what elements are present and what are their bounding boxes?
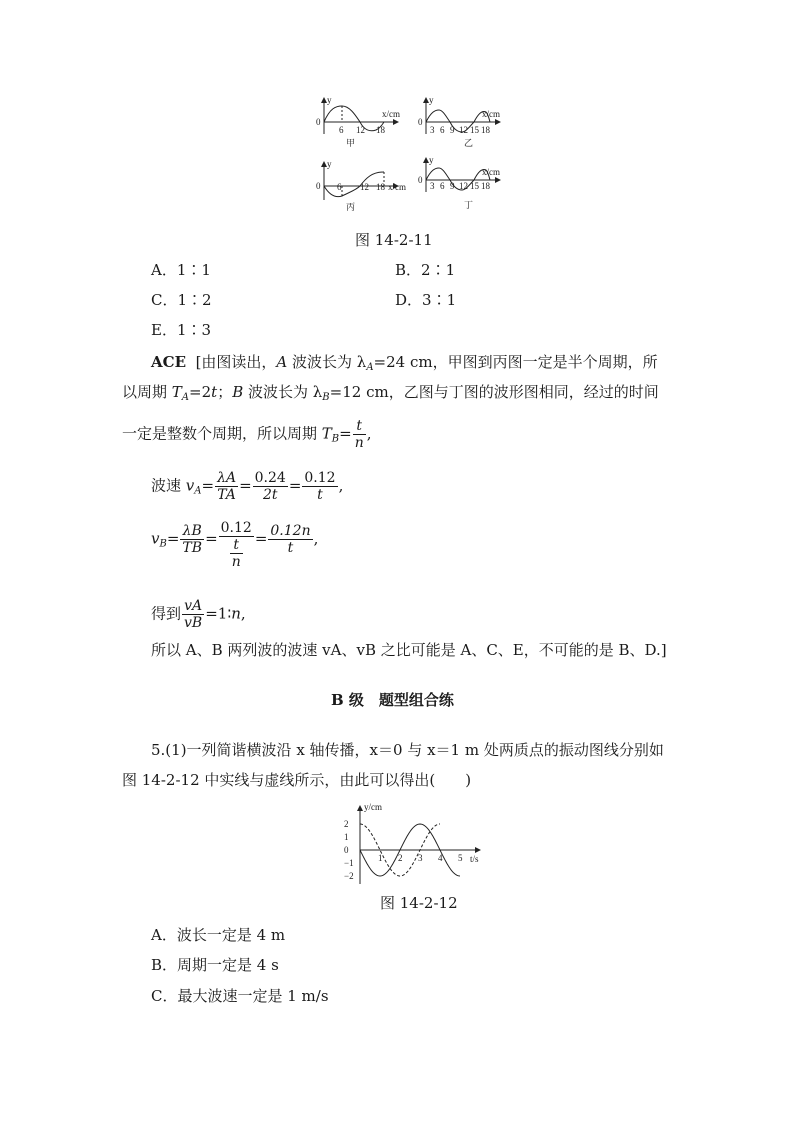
tick-label: 3 (430, 125, 435, 135)
figure-14-2-12 (336, 800, 486, 886)
panel-yi (418, 95, 500, 148)
fraction: $\frac{0.12n}{t}$ (270, 523, 311, 556)
x-tick-label: 3 (418, 853, 423, 863)
section-title: B 级 题型组合练 (331, 691, 454, 709)
text: , (240, 604, 246, 623)
tick-label: 6 (440, 181, 445, 191)
y-tick-label: 0 (344, 845, 349, 855)
tick-label: 6 (337, 182, 342, 192)
text: 波波长为 λ (287, 353, 367, 371)
panel-name: 丁 (464, 200, 474, 210)
axis-y-label: y (429, 155, 434, 165)
panel-ding (418, 155, 500, 210)
option-a: A．波长一定是 4 m (151, 926, 286, 944)
equation-vb (151, 520, 318, 570)
axis-x-label: x/cm (388, 182, 406, 192)
panel-name: 乙 (464, 138, 474, 148)
panel-name: 甲 (346, 138, 356, 148)
text: v (151, 529, 160, 548)
text: 波速 (151, 476, 186, 495)
text: =24 cm，甲图到丙图一定是半个周期，所 (373, 353, 658, 371)
origin-label: 0 (418, 117, 423, 127)
answer-line-3 (122, 418, 372, 451)
nested-fraction: $\frac{t}{n}$ (231, 537, 241, 570)
text: = (166, 529, 180, 548)
tick-label: 18 (481, 181, 490, 191)
text: , (366, 424, 372, 443)
option-c: C．最大波速一定是 1 m/s (151, 987, 329, 1005)
text: =1∶ (205, 604, 232, 623)
answer-key: ACE (151, 353, 187, 371)
tick-label: 15 (470, 125, 479, 135)
figure-caption: 图 14-2-11 (355, 231, 433, 249)
text: T (321, 424, 332, 443)
equation-va (151, 470, 343, 503)
y-tick-label: −1 (344, 858, 354, 868)
tick-label: 3 (430, 181, 435, 191)
text: = (254, 529, 268, 548)
subscript: A (181, 392, 190, 403)
text: ； (217, 383, 233, 401)
question-5-line-1: 5.(1)一列简谐横波沿 x 轴传播，x＝0 与 x＝1 m 处两质点的振动图线分别如 (151, 741, 664, 759)
text: = (339, 424, 352, 443)
text: 以周期 (122, 383, 172, 401)
panel-bing (316, 159, 406, 212)
axis-x-label: x/cm (482, 167, 500, 177)
fraction: $\frac{vA}{vB}$ (184, 598, 203, 631)
panel-name: 丙 (346, 202, 356, 212)
text: 得到 (151, 604, 182, 623)
fraction: $\frac{0.12}{t}$ (304, 470, 336, 503)
tick-label: 18 (376, 182, 385, 192)
answer-line-1 (151, 352, 658, 378)
option-d: D．3∶1 (395, 291, 457, 309)
text: t (211, 383, 218, 401)
axis-y-label: y (429, 95, 434, 105)
subscript: B (159, 538, 167, 550)
tick-label: 12 (356, 125, 365, 135)
option-a: A．1∶1 (151, 261, 211, 279)
text: , (313, 529, 319, 548)
subscript: A (194, 485, 202, 497)
text: = (201, 476, 215, 495)
option-c: C．1∶2 (151, 291, 212, 309)
question-5-line-2: 图 14-2-12 中实线与虚线所示，由此可以得出( ) (122, 771, 472, 789)
fraction: $\frac{\lambda B}{TB}$ (182, 523, 203, 556)
fraction: $\frac{0.12}{\frac{t}{n}}$ (220, 520, 252, 570)
answer-line-2 (122, 382, 659, 408)
tick-label: 6 (339, 125, 344, 135)
x-tick-label: 5 (458, 853, 463, 863)
text: = (205, 529, 218, 548)
figure-14-2-11 (300, 92, 520, 217)
equation-ratio (151, 598, 246, 631)
text: =2 (189, 383, 212, 401)
text: v (185, 476, 195, 495)
axis-x-label: x/cm (382, 109, 400, 119)
option-b: B．2∶1 (395, 261, 456, 279)
tick-label: 15 (470, 181, 479, 191)
figure-caption: 图 14-2-12 (380, 894, 458, 912)
text: 一定是整数个周期，所以周期 (122, 424, 322, 443)
y-tick-label: −2 (344, 871, 354, 881)
origin-label: 0 (316, 117, 321, 127)
fraction: $\frac{0.24}{2t}$ (254, 470, 286, 503)
origin-label: 0 (316, 181, 321, 191)
text: T (171, 383, 182, 401)
text: =12 cm，乙图与丁图的波形图相同，经过的时间 (329, 383, 659, 401)
y-tick-label: 1 (344, 832, 349, 842)
panel-jia (316, 95, 400, 148)
text: B (232, 383, 244, 401)
x-tick-label: 4 (438, 853, 443, 863)
text: = (288, 476, 302, 495)
axis-y-label: y (327, 95, 332, 105)
text: , (338, 476, 344, 495)
y-tick-label: 2 (344, 819, 349, 829)
tick-label: 6 (440, 125, 445, 135)
axis-y-label: y/cm (364, 802, 382, 812)
text: 波波长为 λ (243, 383, 323, 401)
origin-label: 0 (418, 175, 423, 185)
x-tick-label: 1 (378, 853, 383, 863)
tick-label: 9 (450, 181, 455, 191)
subscript: A (366, 362, 374, 373)
fraction: $\frac{t}{n}$ (354, 418, 364, 451)
fraction: $\frac{\lambda A}{TA}$ (217, 470, 237, 503)
axis-x-label: t/s (470, 854, 479, 864)
tick-label: 18 (481, 125, 490, 135)
option-b: B．周期一定是 4 s (151, 956, 279, 974)
option-e: E．1∶3 (151, 321, 212, 339)
axis-x-label: x/cm (482, 109, 500, 119)
subscript: B (331, 433, 340, 445)
text: [由图读出， (195, 353, 277, 371)
text: n (231, 604, 241, 623)
tick-label: 12 (459, 125, 468, 135)
tick-label: 12 (459, 181, 468, 191)
tick-label: 12 (360, 182, 369, 192)
tick-label: 9 (450, 125, 455, 135)
axis-y-label: y (327, 159, 332, 169)
answer-conclusion: 所以 A、B 两列波的波速 vA、vB 之比可能是 A、C、E，不可能的是 B、D.] (151, 641, 667, 659)
subscript: B (322, 392, 330, 403)
x-tick-label: 2 (398, 853, 403, 863)
text: A (276, 353, 288, 371)
text: = (239, 476, 252, 495)
tick-label: 18 (376, 125, 385, 135)
